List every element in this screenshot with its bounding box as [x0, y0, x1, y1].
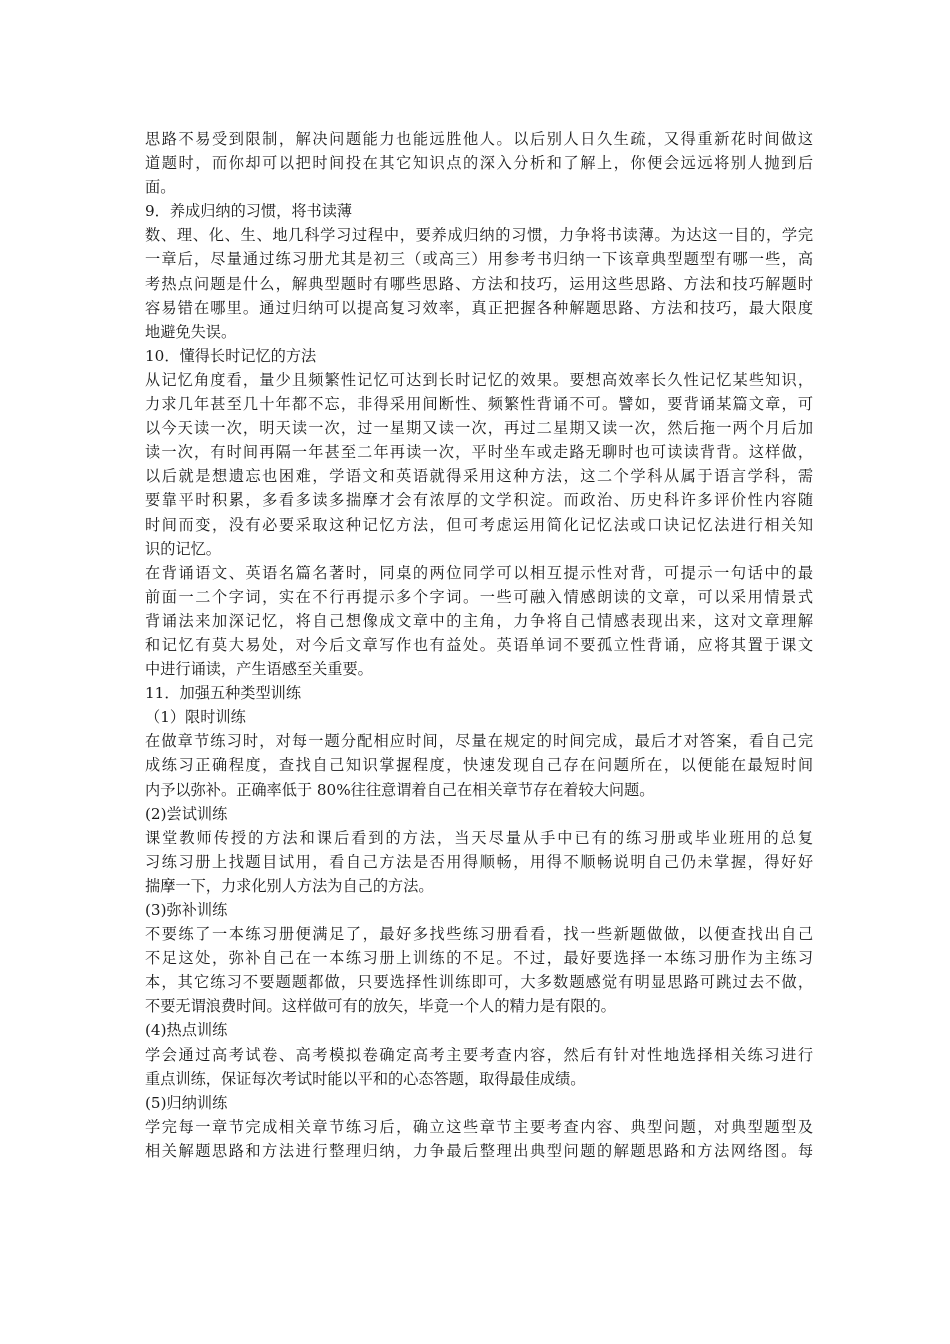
text-line: 揣摩一下，力求化别人方法为自己的方法。 — [145, 876, 434, 895]
text-line: (4)热点训练 — [145, 1021, 228, 1040]
text-line: 在做章节练习时，对每一题分配相应时间，尽量在规定的时间完成，最后才对答案，看自己完 — [145, 732, 813, 751]
text-line: 习练习册上找题目试用，看自己方法是否用得顺畅，用得不顺畅说明自己仍未掌握，得好好 — [145, 852, 813, 871]
text-line: 前面一二个字词，实在不行再提示多个字词。一些可融入情感朗读的文章，可以采用情景式 — [145, 587, 813, 606]
text-line: 以今天读一次，明天读一次，过一星期又读一次，再过二星期又读一次，然后拖一两个月后加 — [145, 419, 813, 438]
document-page — [145, 127, 813, 1163]
text-line: 以后就是想遗忘也困难，学语文和英语就得采用这种方法，这二个学科从属于语言学科，需 — [145, 467, 813, 486]
text-line: 重点训练，保证每次考试时能以平和的心态答题，取得最佳成绩。 — [145, 1069, 586, 1088]
text-line: 容易错在哪里。通过归纳可以提高复习效率，真正把握各种解题思路、方法和技巧，最大限度 — [145, 298, 813, 317]
text-line: 道题时，而你却可以把时间投在其它知识点的深入分析和了解上，你便会远远将别人抛到后 — [145, 154, 813, 173]
text-line: 一章后，尽量通过练习册尤其是初三（或高三）用参考书归纳一下该章典型题型有哪一些，高 — [145, 250, 813, 269]
text-line: （1）限时训练 — [145, 708, 246, 727]
text-line: 学会通过高考试卷、高考模拟卷确定高考主要考查内容，然后有针对性地选择相关练习进行 — [145, 1045, 813, 1064]
text-line: 相关解题思路和方法进行整理归纳，力争最后整理出典型问题的解题思路和方法网络图。每 — [145, 1141, 813, 1160]
text-line: 从记忆角度看，量少且频繁性记忆可达到长时记忆的效果。要想高效率长久性记忆某些知识， — [145, 370, 813, 389]
text-line: 10．懂得长时记忆的方法 — [145, 346, 317, 365]
text-line: 学完每一章节完成相关章节练习后，确立这些章节主要考查内容、典型问题，对典型题型及 — [145, 1117, 813, 1136]
text-line: (2)尝试训练 — [145, 804, 228, 823]
text-line: 地避免失误。 — [145, 322, 237, 341]
text-line: 思路不易受到限制，解决问题能力也能远胜他人。以后别人日久生疏，又得重新花时间做这 — [145, 130, 813, 148]
text-line: (3)弥补训练 — [145, 901, 228, 919]
text-line: 内予以弥补。正确率低于 80%往往意谓着自己在相关章节存在着较大问题。 — [145, 780, 655, 799]
text-line: 9．养成归纳的习惯，将书读薄 — [145, 202, 353, 221]
text-line: 中进行诵读，产生语感至关重要。 — [145, 660, 373, 679]
text-line: 成练习正确程度，查找自己知识掌握程度，快速发现自己存在问题所在，以便能在最短时间 — [145, 756, 813, 775]
text-line: 时间而变，没有必要采取这种记忆方法，但可考虑运用简化记忆法或口诀记忆法进行相关知 — [145, 515, 813, 534]
text-line: 考热点问题是什么，解典型题时有哪些思路、方法和技巧，运用这些思路、方法和技巧解题时 — [145, 274, 813, 293]
text-line: 面。 — [145, 178, 176, 197]
text-line: 本，其它练习不要题题都做，只要选择性训练即可，大多数题感觉有明显思路可跳过去不做， — [145, 973, 813, 992]
text-line: 不要练了一本练习册便满足了，最好多找些练习册看看，找一些新题做做，以便查找出自己 — [145, 925, 813, 944]
text-line: 在背诵语文、英语名篇名著时，同桌的两位同学可以相互提示性对背，可提示一句话中的最 — [145, 563, 813, 582]
text-line: 识的记忆。 — [145, 539, 221, 558]
text-line: 课堂教师传授的方法和课后看到的方法，当天尽量从手中已有的练习册或毕业班用的总复 — [145, 828, 813, 847]
text-line: 不足这处，弥补自己在一本练习册上训练的不足。不过，最好要选择一本练习册作为主练习 — [145, 949, 813, 968]
text-line: 不要无谓浪费时间。这样做可有的放矢，毕竟一个人的精力是有限的。 — [145, 997, 616, 1016]
text-line: 力求几年甚至几十年都不忘，非得采用间断性、频繁性背诵不可。譬如，要背诵某篇文章，可 — [145, 395, 813, 414]
text-line: 11．加强五种类型训练 — [145, 684, 302, 703]
text-line: 读一次，有时间再隔一年甚至二年再读一次，平时坐车或走路无聊时也可读读背背。这样做， — [145, 443, 813, 462]
text-line: 和记忆有莫大易处，对今后文章写作也有益处。英语单词不要孤立性背诵，应将其置于课文 — [145, 635, 813, 654]
text-line: 数、理、化、生、地几科学习过程中，要养成归纳的习惯，力争将书读薄。为达这一目的，学完 — [145, 226, 813, 245]
text-line: 要靠平时积累，多看多读多揣摩才会有浓厚的文学积淀。而政治、历史科许多评价性内容随 — [145, 491, 813, 510]
text-line: 背诵法来加深记忆，将自己想像成文章中的主角，力争将自己情感表现出来，这对文章理解 — [145, 611, 813, 630]
text-line: (5)归纳训练 — [145, 1093, 228, 1112]
